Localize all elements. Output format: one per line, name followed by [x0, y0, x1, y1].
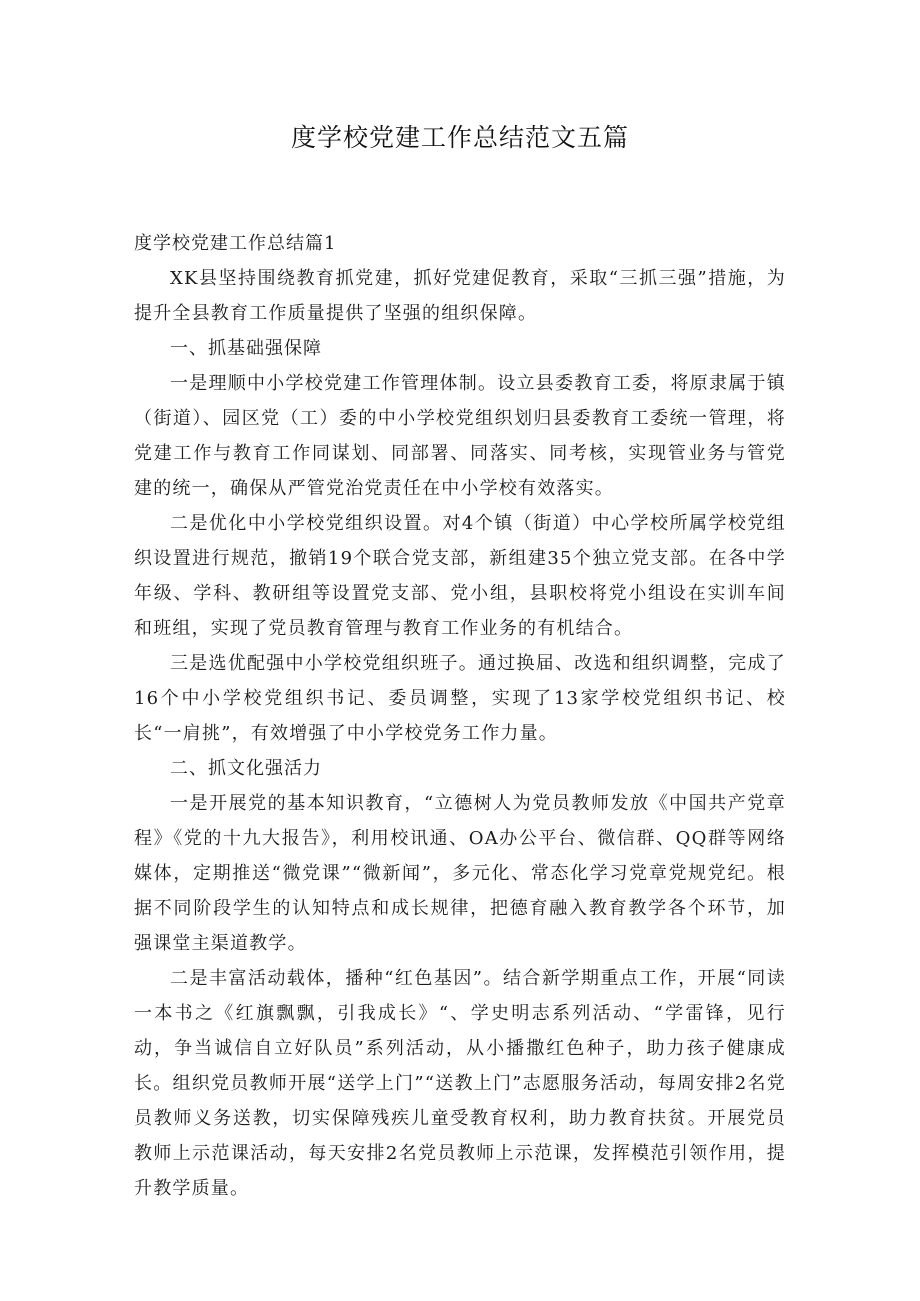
document-body — [134, 226, 786, 1206]
document-title: 度学校党建工作总结范文五篇 — [290, 123, 629, 152]
paragraph-intro: XK县坚持围绕教育抓党建，抓好党建促教育，采取“三抓三强”措施，为提升全县教育工作质量提供了坚强的组织保障。 — [134, 268, 786, 324]
section-title: 度学校党建工作总结篇1 — [134, 233, 337, 254]
paragraph-activities: 二是丰富活动载体，播种“红色基因”。结合新学期重点工作，开展“同读一本书之《红旗飘飘，引我成长》“、学史明志系列活动、“学雷锋，见行动，争当诚信自立好队员”系列活动，从小播撒红色种子，助力孩子健康成长。组织党员教师开展“送学上门”“送教上门”志愿服务活动，每周安排2名党员教师义务送教，切实保障残疾儿童受教育权利，助力教育扶贫。开展党员教师上示范课活动，每天安排2名党员教师上示范课，发挥模范引领作用，提升教学质量。 — [134, 968, 786, 1199]
paragraph-leadership-team: 三是选优配强中小学校党组织班子。通过换届、改选和组织调整，完成了16个中小学校党组织书记、委员调整，实现了13家学校党组织书记、校长“一肩挑”，有效增强了中小学校党务工作力量。 — [134, 653, 786, 744]
paragraph-knowledge-education: 一是开展党的基本知识教育，“立德树人为党员教师发放《中国共产党章程》《党的十九大报告》，利用校讯通、OA办公平台、微信群、QQ群等网络媒体，定期推送“微党课”“微新闻”，多元化、常态化学习党章党规党纪。根据不同阶段学生的认知特点和成长规律，把德育融入教育教学各个环节，加强课堂主渠道教学。 — [134, 793, 786, 954]
heading-basics: 一、抓基础强保障 — [170, 338, 322, 359]
paragraph-management-system: 一是理顺中小学校党建工作管理体制。设立县委教育工委，将原隶属于镇（街道）、园区党（工）委的中小学校党组织划归县委教育工委统一管理，将党建工作与教育工作同谋划、同部署、同落实、同考核，实现管业务与管党建的统一，确保从严管党治党责任在中小学校有效落实。 — [134, 373, 786, 499]
heading-culture: 二、抓文化强活力 — [170, 758, 322, 779]
paragraph-organization-setup: 二是优化中小学校党组织设置。对4个镇（街道）中心学校所属学校党组织设置进行规范，撤销19个联合党支部，新组建35个独立党支部。在各中学年级、学科、教研组等设置党支部、党小组，县职校将党小组设在实训车间和班组，实现了党员教育管理与教育工作业务的有机结合。 — [134, 513, 786, 639]
